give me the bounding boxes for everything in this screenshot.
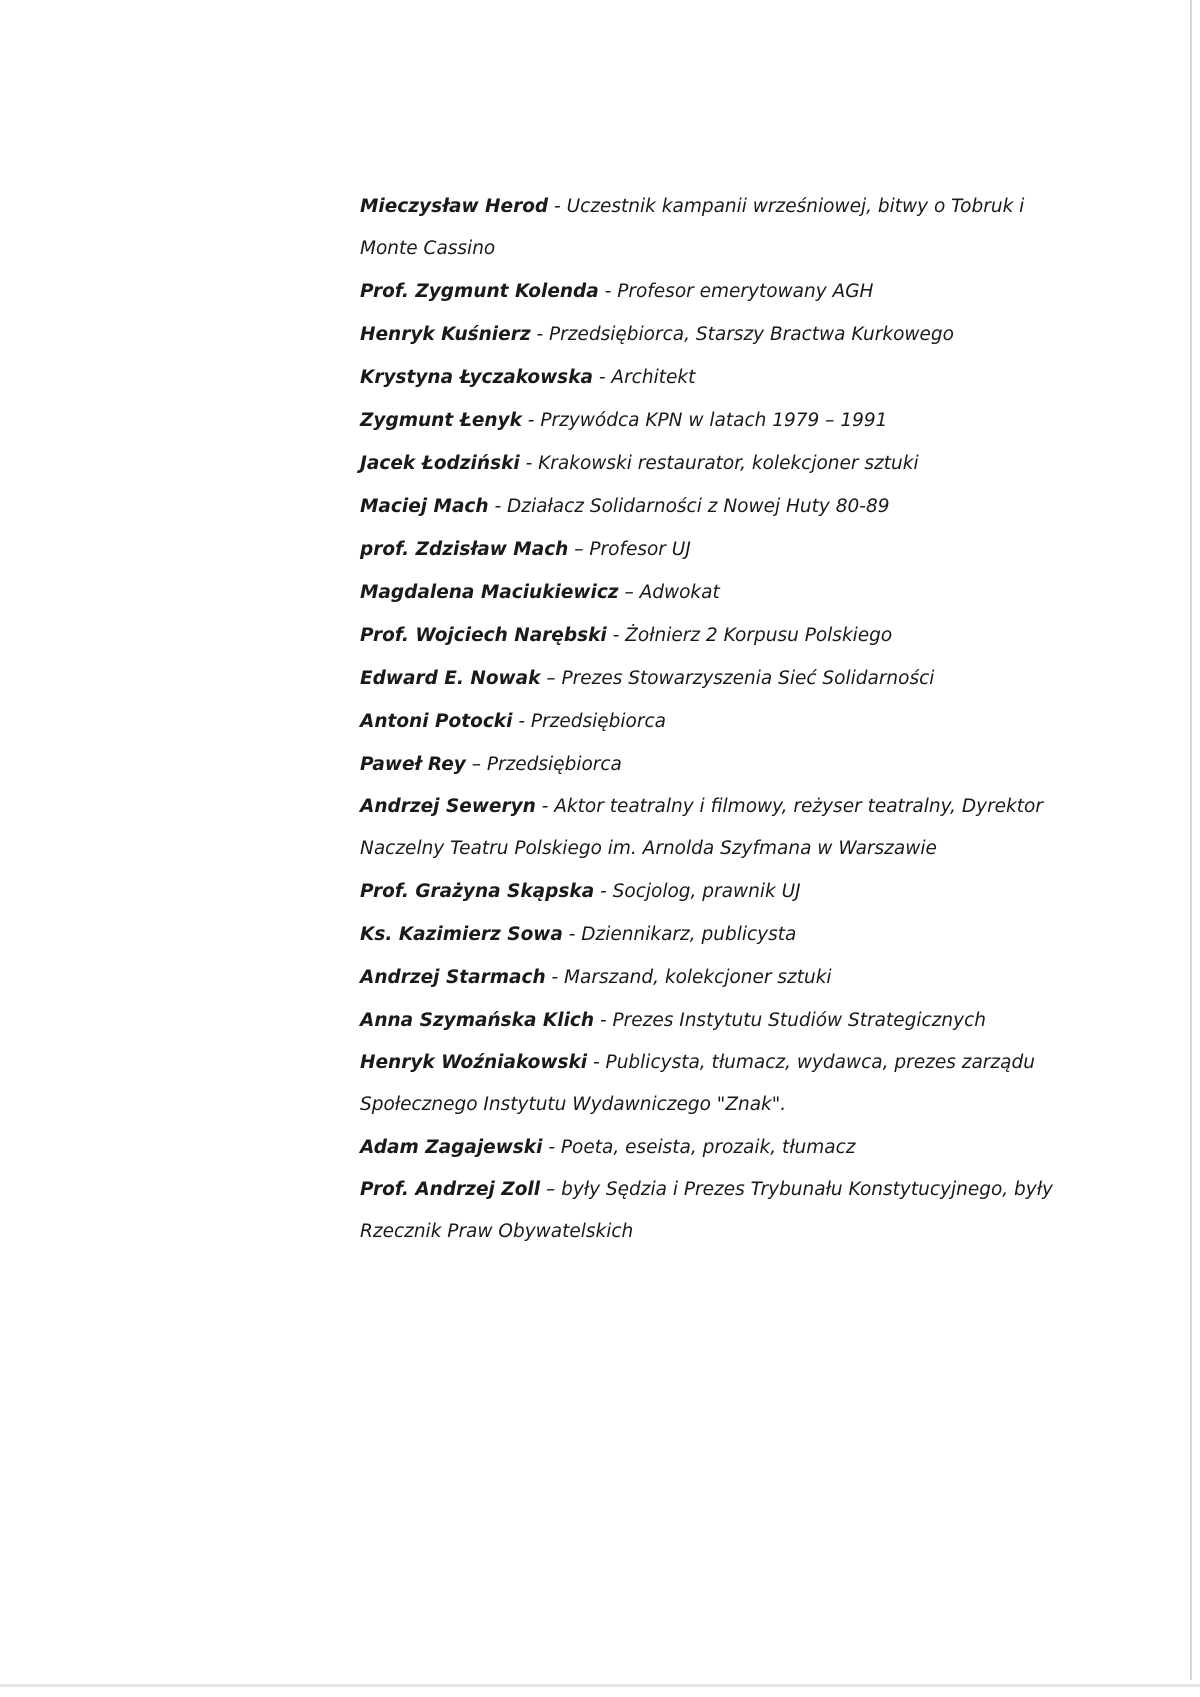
entry-maciukiewicz (360, 571, 1060, 614)
entry-lyczakowska (360, 356, 1060, 399)
entry-desc: - Aktor teatralny i filmowy, reżyser teatralny, Dyrektor Naczelny Teatru Polskiego im. Arnolda Szyfmana w Warszawie (360, 796, 1043, 859)
entry-name: Prof. Grażyna Skąpska (360, 881, 595, 902)
entry-desc: – Adwokat (618, 582, 720, 603)
entry-szymanska-klich (360, 999, 1060, 1042)
entry-lodzinski (360, 442, 1060, 485)
entry-name: Antoni Potocki (360, 711, 513, 732)
entry-name: Henryk Kuśnierz (360, 324, 531, 345)
entry-maciej-mach (360, 485, 1060, 528)
entry-desc: - Poeta, eseista, prozaik, tłumacz (542, 1137, 856, 1158)
entry-desc: - Marszand, kolekcjoner sztuki (545, 967, 832, 988)
entry-name: Andrzej Starmach (360, 967, 546, 988)
entry-name: Prof. Zygmunt Kolenda (360, 281, 599, 302)
entry-name: Henryk Woźniakowski (360, 1052, 588, 1073)
entry-desc: - Dziennikarz, publicysta (562, 924, 797, 945)
entry-desc: - Przedsiębiorca (512, 711, 666, 732)
entry-desc: - Publicysta, tłumacz, wydawca, prezes zarządu Społecznego Instytutu Wydawniczego "Znak". (360, 1052, 1035, 1115)
entry-name: Zygmunt Łenyk (360, 410, 522, 431)
entry-desc: - Przywódca KPN w latach 1979 – 1991 (521, 410, 888, 431)
entry-name: Andrzej Seweryn (360, 796, 536, 817)
entry-rey (360, 743, 1060, 786)
entry-narebski (360, 614, 1060, 657)
entry-desc: - Uczestnik kampanii wrześniowej, bitwy o Tobruk i Monte Cassino (360, 196, 1025, 259)
entry-desc: - Socjolog, prawnik UJ (594, 881, 801, 902)
entry-name: Edward E. Nowak (360, 668, 541, 689)
entry-name: Ks. Kazimierz Sowa (360, 924, 563, 945)
entry-skapska (360, 870, 1060, 913)
entry-lenyk (360, 399, 1060, 442)
entry-kusnierz (360, 313, 1060, 356)
entry-zdzislaw-mach (360, 528, 1060, 571)
entry-herod (360, 186, 1060, 270)
entry-name: Magdalena Maciukiewicz (360, 582, 619, 603)
entry-name: Adam Zagajewski (360, 1137, 543, 1158)
entry-desc: - Prezes Instytutu Studiów Strategicznych (594, 1010, 986, 1031)
entry-nowak (360, 657, 1060, 700)
entry-desc: – były Sędzia i Prezes Trybunału Konstytucyjnego, były Rzecznik Praw Obywatelskich (360, 1179, 1053, 1242)
entry-name: Anna Szymańska Klich (360, 1010, 595, 1031)
entry-desc: – Przedsiębiorca (465, 754, 622, 775)
signatory-list (360, 186, 1060, 1253)
entry-kolenda (360, 270, 1060, 313)
entry-sowa (360, 913, 1060, 956)
entry-desc: – Profesor UJ (568, 539, 691, 560)
entry-name: Jacek Łodziński (360, 453, 520, 474)
entry-desc: - Architekt (592, 367, 696, 388)
entry-zagajewski (360, 1126, 1060, 1169)
entry-name: prof. Zdzisław Mach (360, 539, 569, 560)
entry-name: Prof. Andrzej Zoll (360, 1179, 541, 1200)
entry-name: Krystyna Łyczakowska (360, 367, 593, 388)
scan-edge-bottom (0, 1684, 1200, 1687)
entry-desc: - Działacz Solidarności z Nowej Huty 80-89 (488, 496, 890, 517)
entry-starmach (360, 956, 1060, 999)
entry-desc: - Krakowski restaurator, kolekcjoner sztuki (519, 453, 919, 474)
entry-name: Prof. Wojciech Narębski (360, 625, 607, 646)
entry-seweryn (360, 786, 1060, 870)
entry-potocki (360, 700, 1060, 743)
entry-wozniakowski (360, 1042, 1060, 1126)
entry-desc: - Profesor emerytowany AGH (598, 281, 874, 302)
entry-zoll (360, 1169, 1060, 1253)
entry-name: Paweł Rey (360, 754, 466, 775)
entry-desc: - Przedsiębiorca, Starszy Bractwa Kurkowego (530, 324, 954, 345)
entry-desc: – Prezes Stowarzyszenia Sieć Solidarności (540, 668, 935, 689)
entry-desc: - Żołnierz 2 Korpusu Polskiego (606, 625, 893, 646)
entry-name: Maciej Mach (360, 496, 489, 517)
scan-edge-right (1190, 0, 1192, 1680)
entry-name: Mieczysław Herod (360, 196, 549, 217)
